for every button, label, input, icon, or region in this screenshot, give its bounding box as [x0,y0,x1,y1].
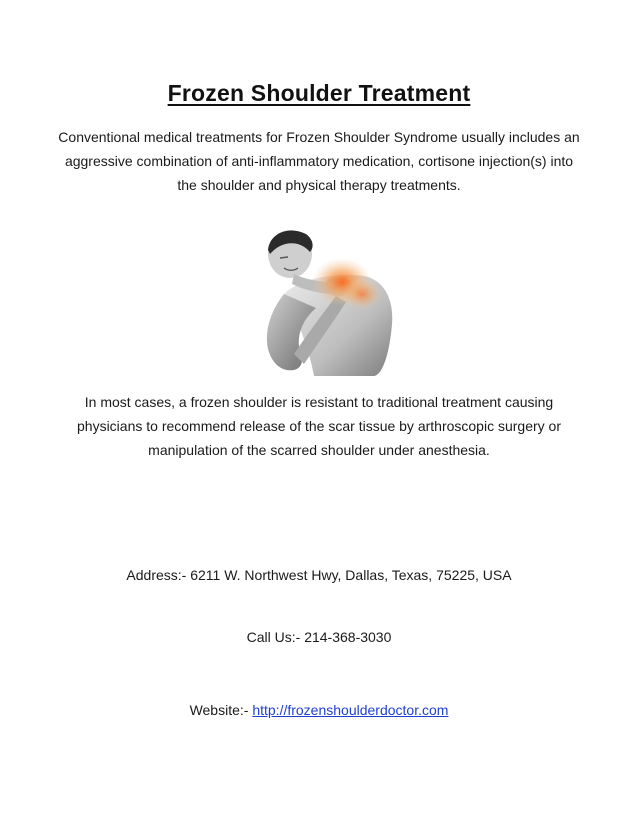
phone-number: 214-368-3030 [304,629,392,645]
shoulder-pain-photo [224,224,414,376]
call-label: Call Us:- [246,629,301,645]
website-line [0,702,638,718]
phone-line [0,629,638,645]
treatment-paragraph: In most cases, a frozen shoulder is resistant to traditional treatment causing physicians to recommend release of the scar tissue by arthroscopic surgery or manipulation of the scarred shoulder under anesthesia. [77,394,561,458]
address-label: Address:- [126,567,187,583]
website-label: Website:- [189,702,249,718]
shoulder-pain-illustration [224,224,414,376]
website-link[interactable]: http://frozenshoulderdoctor.com [252,702,449,718]
address-line [0,567,638,583]
address-value: 6211 W. Northwest Hwy, Dallas, Texas, 75225, USA [190,567,512,583]
page-title: Frozen Shoulder Treatment [167,80,471,106]
intro-paragraph: Conventional medical treatments for Frozen Shoulder Syndrome usually includes an aggressive combination of anti-inflammatory medication, cortisone injection(s) into the shoulder and physical therapy treatments. [58,129,580,193]
